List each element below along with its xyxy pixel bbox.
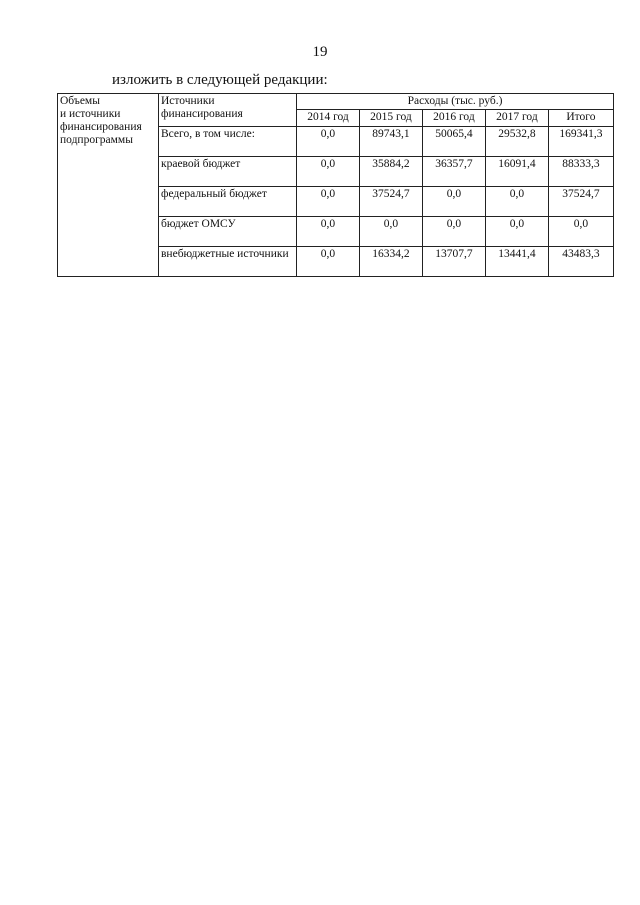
cell-value: 29532,8 bbox=[485, 127, 548, 157]
cell-value: 169341,3 bbox=[548, 127, 613, 157]
cell-value: 0,0 bbox=[485, 217, 548, 247]
cell-value: 36357,7 bbox=[422, 157, 485, 187]
row-label: краевой бюджет bbox=[159, 157, 297, 187]
cell-value: 0,0 bbox=[485, 187, 548, 217]
cell-value: 37524,7 bbox=[359, 187, 422, 217]
cell-value: 0,0 bbox=[548, 217, 613, 247]
cell-value: 0,0 bbox=[297, 247, 360, 277]
cell-value: 0,0 bbox=[297, 217, 360, 247]
row-label: бюджет ОМСУ bbox=[159, 217, 297, 247]
header-line: и источники bbox=[60, 108, 121, 120]
cell-value: 88333,3 bbox=[548, 157, 613, 187]
cell-value: 37524,7 bbox=[548, 187, 613, 217]
header-line: финансирования bbox=[60, 121, 142, 133]
header-line: подпрограммы bbox=[60, 134, 133, 146]
header-line: Объемы bbox=[60, 95, 100, 107]
cell-value: 16091,4 bbox=[485, 157, 548, 187]
sources-header bbox=[159, 94, 297, 127]
cell-value: 50065,4 bbox=[422, 127, 485, 157]
year-2014-header: 2014 год bbox=[297, 110, 360, 127]
cell-value: 13707,7 bbox=[422, 247, 485, 277]
cell-value: 0,0 bbox=[359, 217, 422, 247]
table-header-row bbox=[58, 94, 614, 110]
financing-table bbox=[57, 93, 614, 277]
cell-value: 35884,2 bbox=[359, 157, 422, 187]
cell-value: 89743,1 bbox=[359, 127, 422, 157]
header-line: финансирования bbox=[161, 108, 243, 120]
cell-value: 0,0 bbox=[422, 217, 485, 247]
cell-value: 0,0 bbox=[297, 127, 360, 157]
page-number: 19 bbox=[312, 44, 328, 60]
intro-text: изложить в следующей редакции: bbox=[112, 72, 328, 88]
cell-value: 13441,4 bbox=[485, 247, 548, 277]
year-2015-header: 2015 год bbox=[359, 110, 422, 127]
year-2016-header: 2016 год bbox=[422, 110, 485, 127]
cell-value: 0,0 bbox=[422, 187, 485, 217]
expenses-header: Расходы (тыс. руб.) bbox=[297, 94, 614, 110]
cell-value: 16334,2 bbox=[359, 247, 422, 277]
row-label: федеральный бюджет bbox=[159, 187, 297, 217]
row-label: Всего, в том числе: bbox=[159, 127, 297, 157]
header-line: Источники bbox=[161, 95, 215, 107]
cell-value: 0,0 bbox=[297, 187, 360, 217]
total-header: Итого bbox=[548, 110, 613, 127]
cell-value: 43483,3 bbox=[548, 247, 613, 277]
row-label: внебюджетные источники bbox=[159, 247, 297, 277]
year-2017-header: 2017 год bbox=[485, 110, 548, 127]
cell-value: 0,0 bbox=[297, 157, 360, 187]
volume-sources-header bbox=[58, 94, 159, 277]
